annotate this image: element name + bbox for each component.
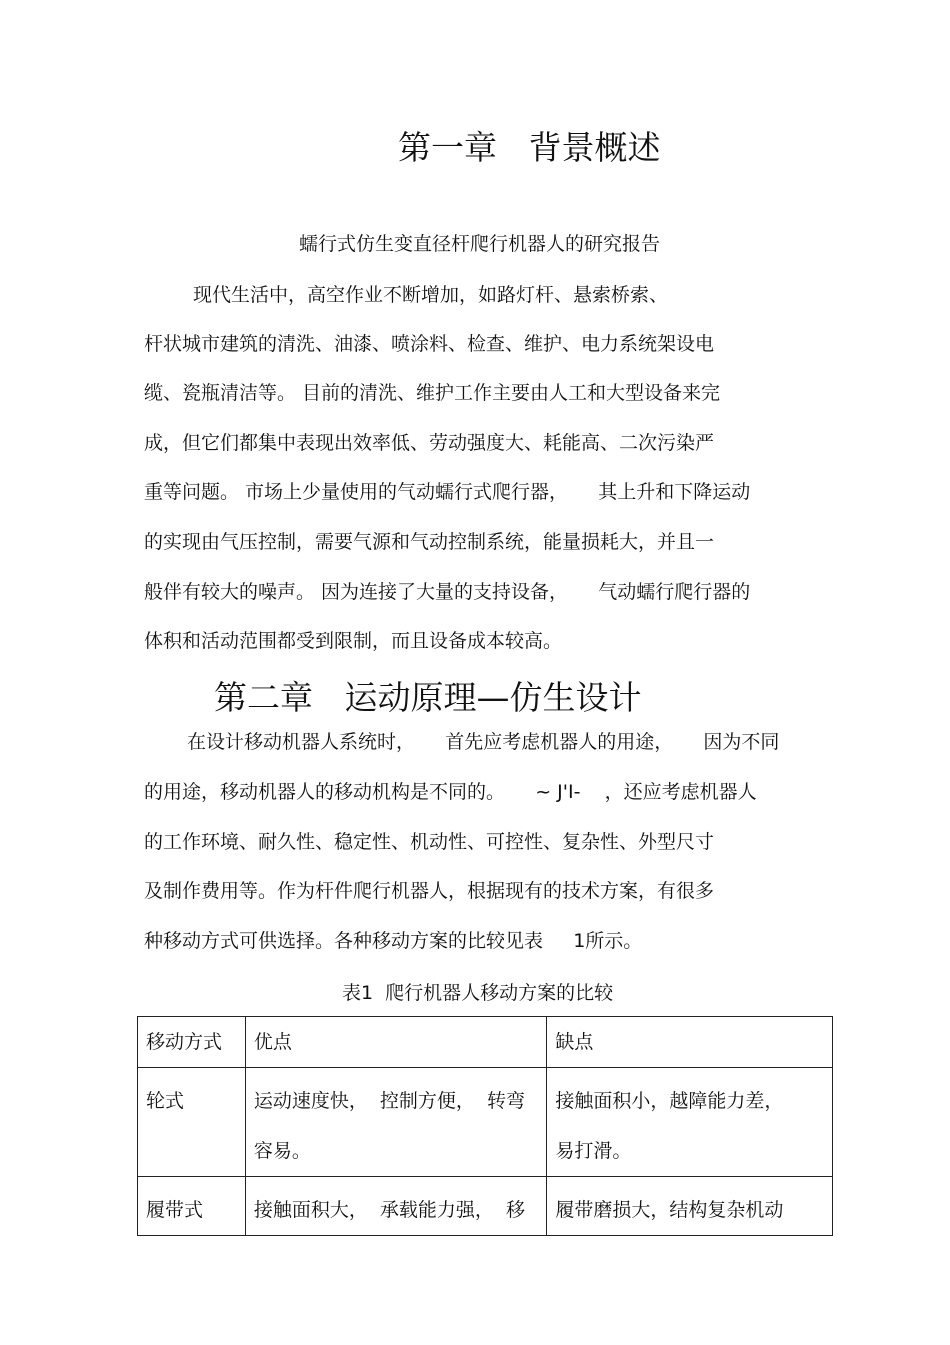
cell-text: 履带式	[146, 1199, 204, 1221]
paragraph-line: 体积和活动范围都受到限制，而且设备成本较高。	[144, 630, 563, 652]
paragraph-line: 及制作费用等。作为杆件爬行机器人，根据现有的技术方案，有很多	[144, 880, 715, 902]
cell-cons	[547, 1068, 833, 1177]
paragraph-line: 成，但它们都集中表现出效率低、劳动强度大、耗能高、二次污染严	[144, 432, 715, 454]
cell-text: 易打滑。	[555, 1140, 632, 1162]
cell-text: 接触面积小，越障能力差，	[555, 1090, 784, 1112]
paragraph-line: 重等问题。 市场上少量使用的气动蠕行式爬行器， 其上升和下降运动	[144, 481, 751, 503]
paragraph-line: 的工作环境、耐久性、稳定性、机动性、可控性、复杂性、外型尺寸	[144, 831, 715, 853]
paragraph-line: 般伴有较大的噪声。 因为连接了大量的支持设备， 气动蠕行爬行器的	[144, 581, 751, 603]
paragraph-line: 缆、瓷瓶清洁等。 目前的清洗、维护工作主要由人工和大型设备来完	[144, 382, 721, 404]
cell-pros	[245, 1068, 547, 1177]
cell-pros	[245, 1177, 547, 1236]
cell-text: 接触面积大， 承载能力强， 移	[253, 1199, 526, 1221]
cell-cons	[547, 1177, 833, 1236]
table-caption: 表1 爬行机器人移动方案的比较	[342, 982, 614, 1004]
chapter-1-heading: 第一章 背景概述	[398, 128, 661, 167]
table-row	[138, 1068, 833, 1177]
header-cell-mode: 移动方式	[138, 1017, 246, 1068]
paragraph-line: 种移动方式可供选择。各种移动方案的比较见表 1所示。	[144, 930, 643, 952]
cell-mode	[138, 1177, 246, 1236]
header-cell-pros: 优点	[245, 1017, 547, 1068]
table-row	[138, 1177, 833, 1236]
cell-text: 履带磨损大，结构复杂机动	[555, 1199, 784, 1221]
paragraph-line: 杆状城市建筑的清洗、油漆、喷涂料、检查、维护、电力系统架设电	[144, 333, 715, 355]
cell-text: 轮式	[146, 1090, 185, 1112]
paragraph-line: 的实现由气压控制，需要气源和气动控制系统，能量损耗大，并且一	[144, 531, 715, 553]
paragraph-line: 现代生活中，高空作业不断增加，如路灯杆、悬索桥索、	[193, 284, 669, 306]
cell-mode	[138, 1068, 246, 1177]
header-cell-cons: 缺点	[547, 1017, 833, 1068]
cell-text: 运动速度快， 控制方便， 转弯	[253, 1090, 526, 1112]
chapter-2-heading: 第二章 运动原理—仿生设计	[214, 678, 642, 717]
paragraph-line: 的用途，移动机器人的移动机构是不同的。 ~ J'I- ，还应考虑机器人	[144, 781, 757, 803]
table-header-row	[138, 1017, 833, 1068]
paragraph-line: 在设计移动机器人系统时， 首先应考虑机器人的用途， 因为不同	[187, 731, 780, 753]
comparison-table	[137, 1016, 833, 1236]
report-title: 蠕行式仿生变直径杆爬行机器人的研究报告	[299, 233, 661, 255]
cell-text: 容易。	[253, 1140, 311, 1162]
